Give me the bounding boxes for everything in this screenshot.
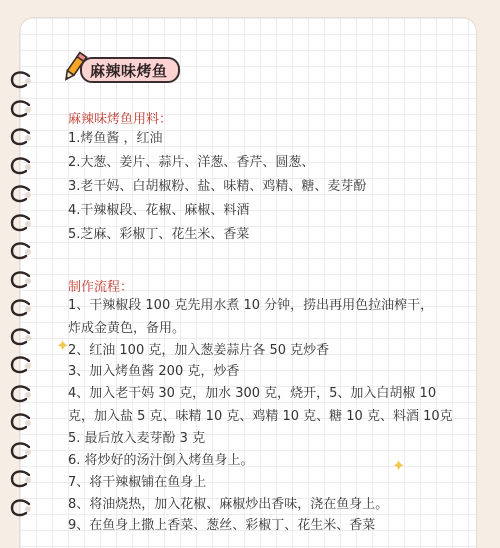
pencil-icon <box>60 50 88 86</box>
spiral-ring-icon <box>8 99 32 121</box>
spiral-ring-icon <box>8 469 32 491</box>
page-title: 麻辣味烤鱼 <box>90 61 168 80</box>
process-line: 4、加入老干妈 30 克，加水 300 克，烧开，5、加入白胡椒 10 <box>68 386 437 401</box>
spiral-ring-icon <box>8 184 32 206</box>
process-line: 炸成金黄色，备用。 <box>68 321 186 336</box>
spiral-ring-icon <box>8 298 32 320</box>
spiral-ring-icon <box>8 156 32 178</box>
process-line: 1、干辣椒段 100 克先用水煮 10 分钟，捞出再用色拉油榨干， <box>68 298 434 313</box>
spiral-ring-icon <box>8 241 32 263</box>
spiral-ring-icon <box>8 412 32 434</box>
process-line: 7、将干辣椒铺在鱼身上 <box>68 475 207 490</box>
title-badge <box>80 57 180 83</box>
ingredient-item: 3.老干妈、白胡椒粉、盐、味精、鸡精、糖、麦芽酚 <box>68 179 367 194</box>
spiral-ring-icon <box>8 127 32 149</box>
ingredient-item: 5.芝麻、彩椒丁、花生米、香菜 <box>68 227 250 242</box>
ingredient-item: 2.大葱、姜片、蒜片、洋葱、香芹、圆葱、 <box>68 155 315 170</box>
sparkle-icon: ✦ <box>392 456 406 475</box>
sparkle-icon: ✦ <box>56 336 70 355</box>
spiral-ring-icon <box>8 441 32 463</box>
process-line: 3、加入烤鱼酱 200 克，炒香 <box>68 364 240 379</box>
ingredients-heading: 麻辣味烤鱼用料： <box>68 112 173 127</box>
spiral-ring-icon <box>8 70 32 92</box>
process-heading: 制作流程： <box>68 280 134 295</box>
spiral-ring-icon <box>8 270 32 292</box>
process-line: 6. 将炒好的汤汁倒入烤鱼身上。 <box>68 453 254 468</box>
spiral-ring-icon <box>8 498 32 520</box>
ingredient-item: 4.干辣椒段、花椒、麻椒、料酒 <box>68 203 250 218</box>
spiral-ring-icon <box>8 355 32 377</box>
process-line: 2、红油 100 克，加入葱姜蒜片各 50 克炒香 <box>68 343 330 358</box>
process-line: 克，加入盐 5 克、味精 10 克、鸡精 10 克、糖 10 克、料酒 10克 <box>68 409 453 424</box>
process-line: 9、在鱼身上撒上香菜、葱丝、彩椒丁、花生米、香菜 <box>68 518 376 533</box>
spiral-ring-icon <box>8 384 32 406</box>
process-line: 5. 最后放入麦芽酚 3 克 <box>68 431 206 446</box>
spiral-ring-icon <box>8 213 32 235</box>
spiral-ring-icon <box>8 327 32 349</box>
process-line: 8、将油烧热，加入花椒、麻椒炒出香味，浇在鱼身上。 <box>68 497 389 512</box>
ingredient-item: 1.烤鱼酱 ，红油 <box>68 131 163 146</box>
